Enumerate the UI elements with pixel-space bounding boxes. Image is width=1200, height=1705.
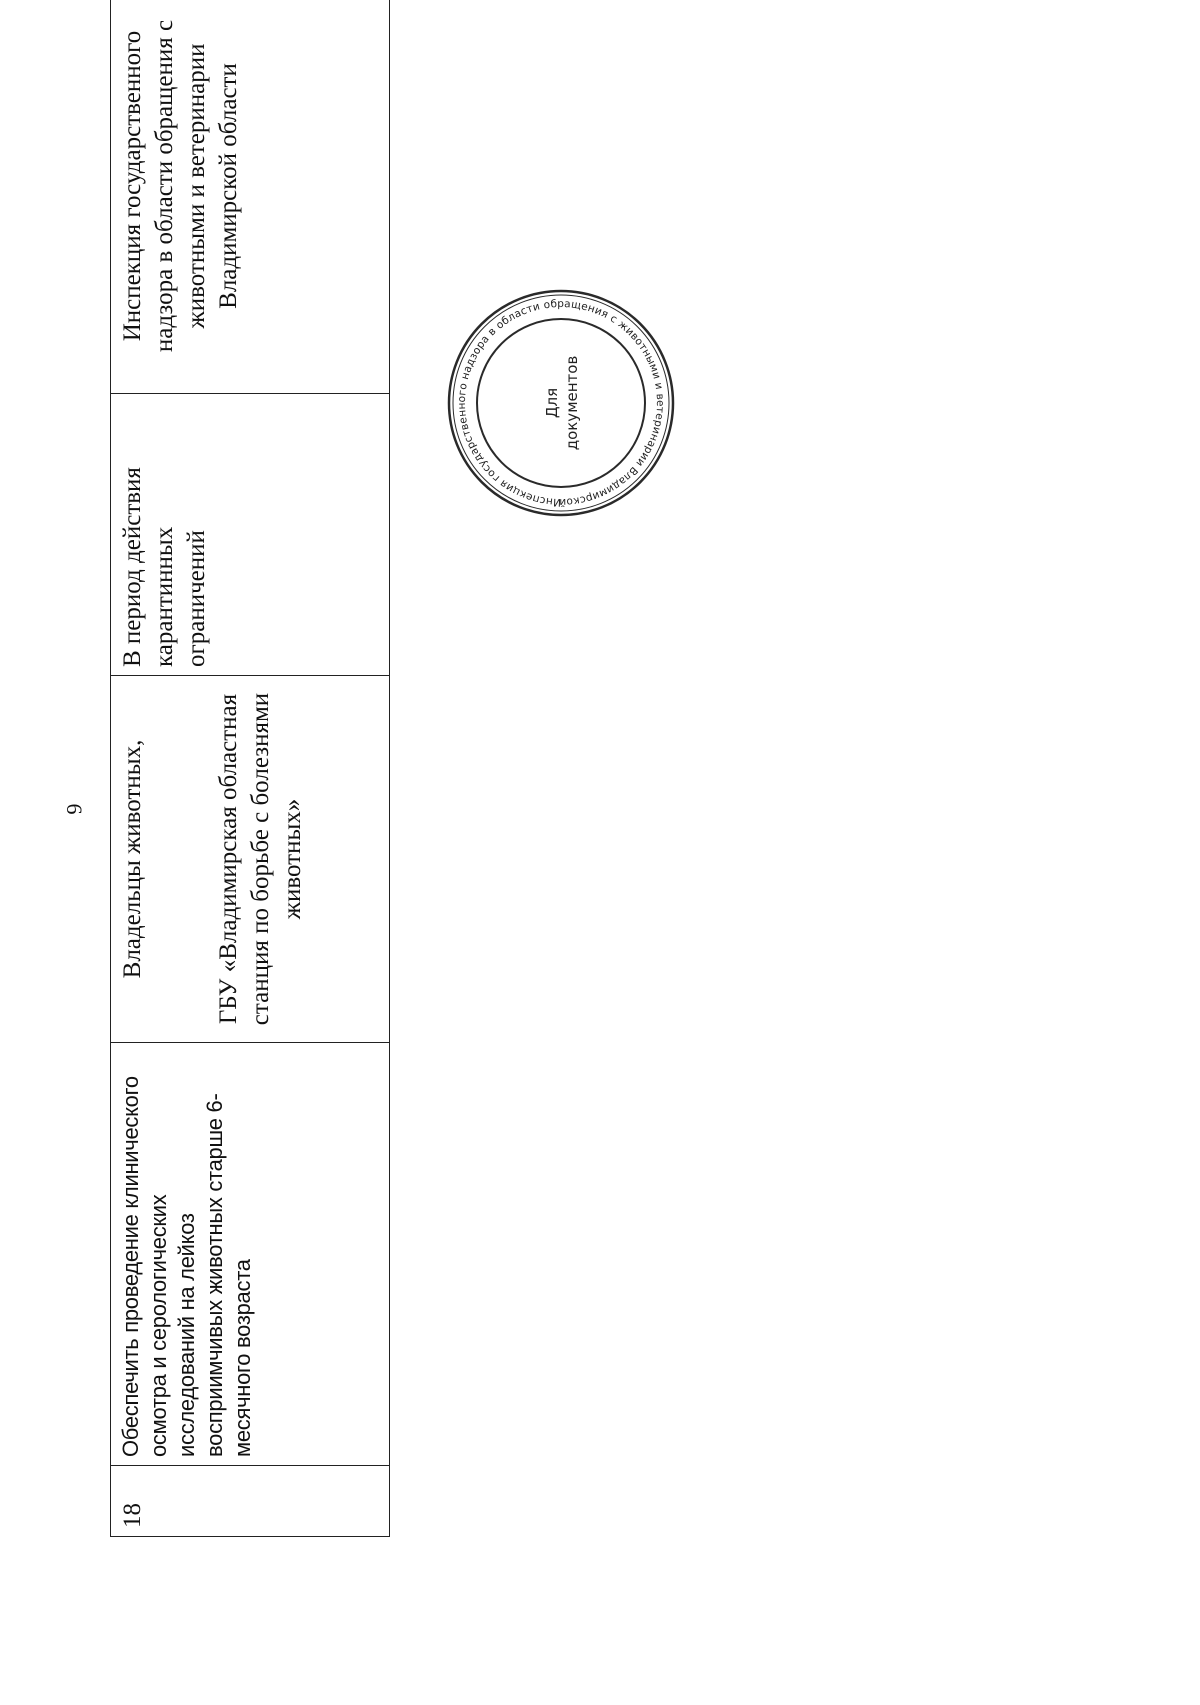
row-number: 18 (111, 1466, 390, 1537)
stamp-center-line2: документов (563, 355, 581, 451)
term-cell: В период действия карантинных ограничений (111, 394, 390, 676)
task-cell (111, 1043, 390, 1466)
stamp-center-line1: Для (543, 387, 561, 419)
official-stamp (444, 286, 678, 520)
control-cell: Инспекция государственного надзора в области обращения с животными и ветеринарии Владимирской области (111, 0, 390, 394)
stamp-ring-text: Инспекция государственного надзора в области обращения с животными и ветеринарии Владимирской (455, 297, 667, 509)
executor-owners: Владельцы животных, (119, 739, 146, 979)
executors-cell (111, 676, 390, 1043)
page-number: 6 (62, 803, 87, 815)
measures-table (110, 19, 390, 1537)
table-row (111, 0, 390, 1537)
stamp-seal (444, 286, 678, 520)
task-text: Обеспечить проведение клинического осмотра и серологических исследований на лейкоз восприимчивых животных старше 6-месячного возраста (118, 1076, 255, 1457)
executor-station: ГБУ «Владимирская областная станция по борьбе с болезнями животных» (215, 692, 306, 1026)
